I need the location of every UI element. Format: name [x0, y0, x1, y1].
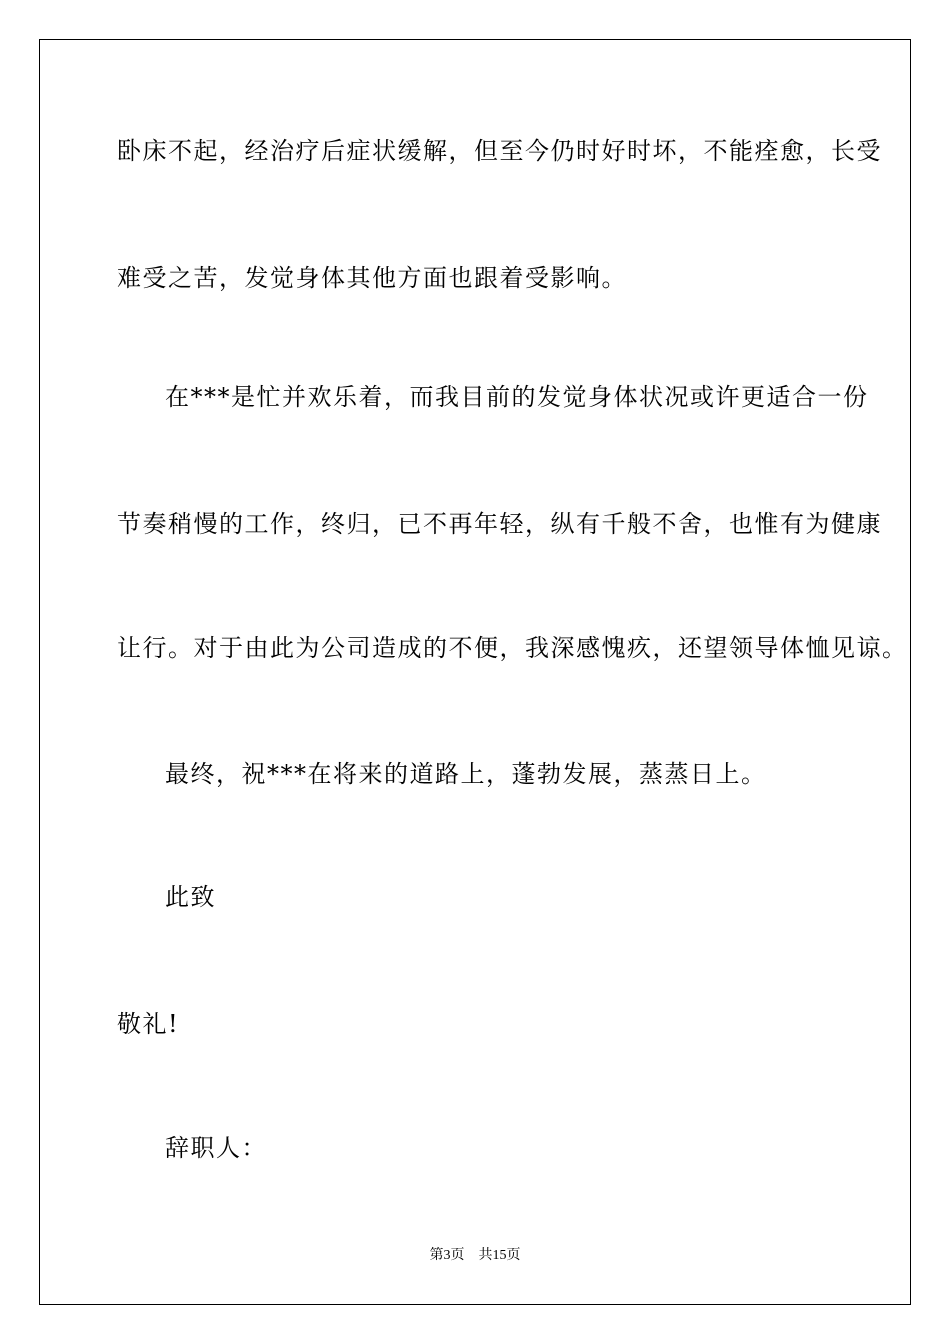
salutation-line: 此致: [165, 883, 216, 911]
signature-line: 辞职人：: [165, 1134, 267, 1162]
body-line-5: 让行。对于由此为公司造成的不便，我深感愧疚，还望领导体恤见谅。: [117, 634, 908, 662]
page-total: 共15页: [478, 1248, 521, 1263]
body-line-2: 难受之苦，发觉身体其他方面也跟着受影响。: [117, 264, 627, 292]
page-footer: [0, 1247, 950, 1265]
page-number: 第3页: [429, 1248, 465, 1263]
body-line-1: 卧床不起，经治疗后症状缓解，但至今仍时好时坏，不能痊愈，长受: [117, 137, 882, 165]
body-line-6: 最终，祝***在将来的道路上，蓬勃发展，蒸蒸日上。: [165, 760, 767, 788]
closing-line: 敬礼!: [117, 1010, 180, 1038]
body-line-3: 在***是忙并欢乐着，而我目前的发觉身体状况或许更适合一份: [165, 383, 869, 411]
page-border: [39, 39, 911, 1305]
body-line-4: 节奏稍慢的工作，终归，已不再年轻，纵有千般不舍，也惟有为健康: [117, 510, 882, 538]
